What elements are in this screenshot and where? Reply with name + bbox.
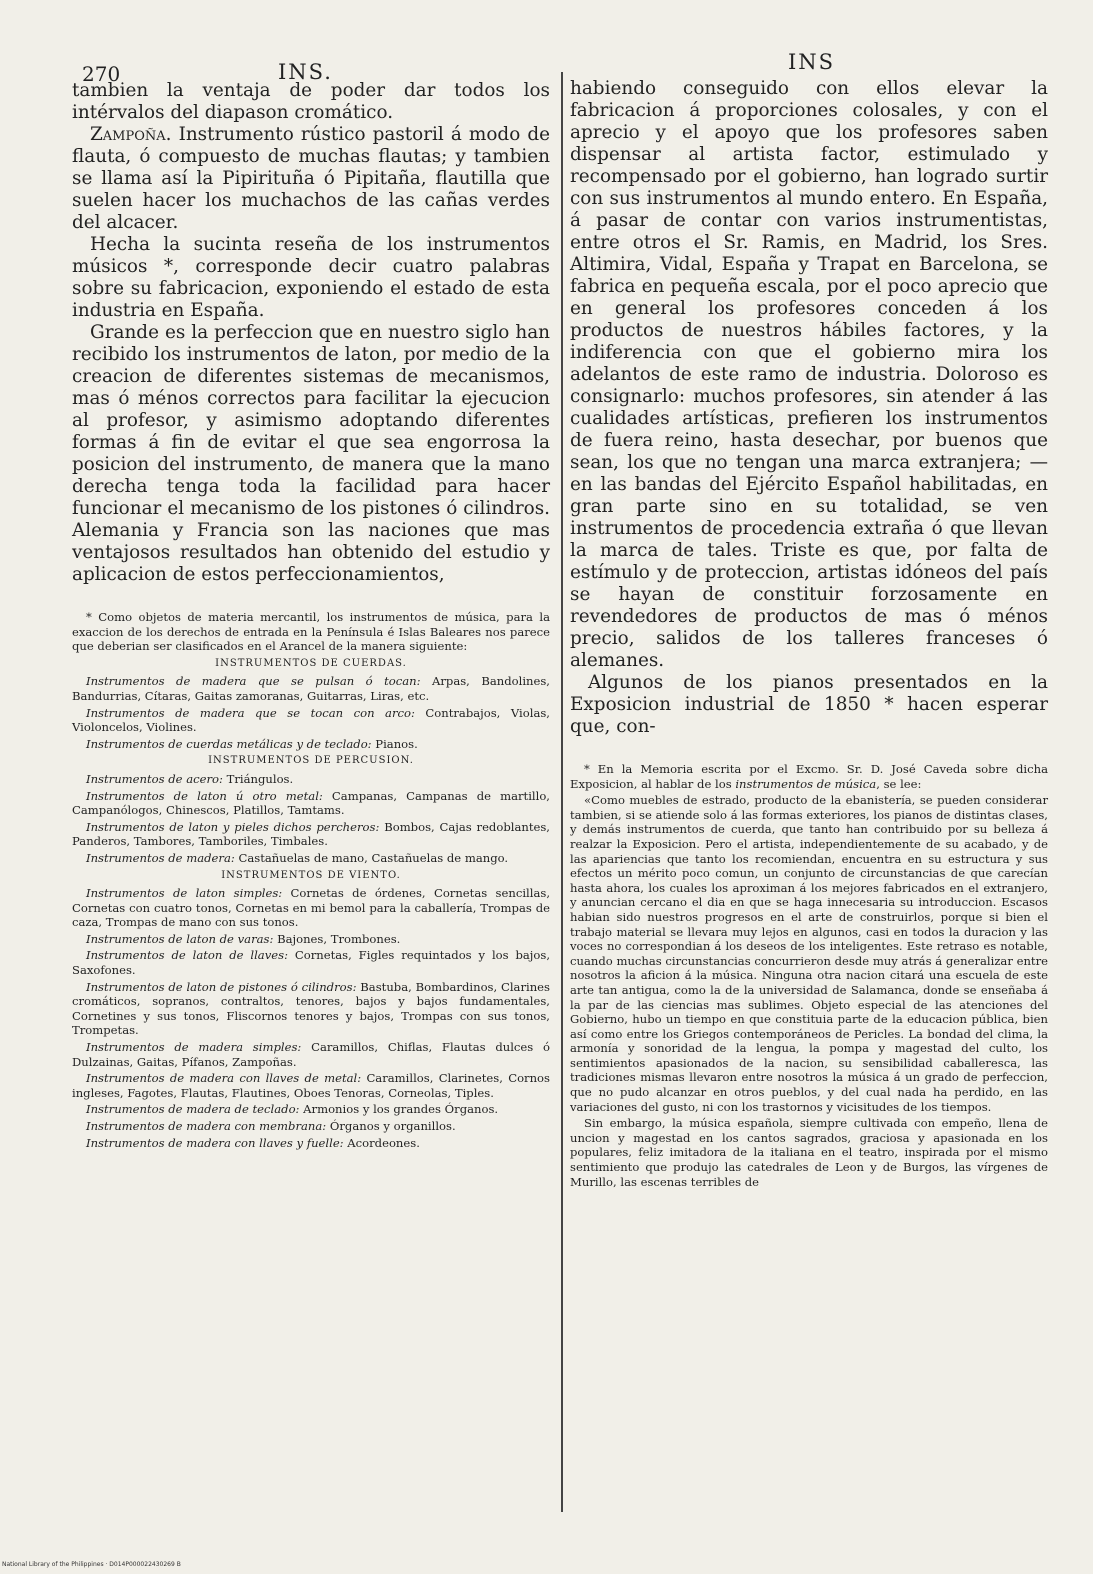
item-label: Instrumentos de laton simples: — [86, 886, 283, 901]
item-label: Instrumentos de laton de pistones ó cilindros: — [86, 979, 357, 994]
footnote-italic: instrumentos de música — [735, 776, 877, 791]
footnote-item — [72, 789, 550, 818]
item-text: Pianos. — [371, 736, 418, 751]
section-heading: INSTRUMENTOS DE PERCUSION. — [208, 755, 414, 767]
item-label: Instrumentos de laton de llaves: — [86, 948, 288, 963]
item-text: Cornetas, Figles requintados y los bajos, Saxofones. — [72, 948, 550, 978]
item-text: Bajones, Trombones. — [273, 931, 401, 946]
column-rule — [561, 72, 563, 1512]
item-label: Instrumentos de madera con llaves de metal: — [86, 1071, 362, 1086]
item-label: Instrumentos de laton ú otro metal: — [86, 788, 323, 803]
paragraph: habiendo conseguido con ellos elevar la fabricacion á proporciones colosales, y con el aprecio y el apoyo que los profesores saben dispensar al artista factor, estimulado y recompensado por el gobierno, han logrado surtir con sus instrumentos al mundo entero. En España, á pasar de contar con varios instrumentistas, entre otros el Sr. Ramis, en Madrid, los Sres. Altimira, Vidal, España y Trapat en Barcelona, se fabrica en pequeña escala, por el poco aprecio que en general los profesores conceden á los productos de nuestros hábiles factores, y la indiferencia con que el gobierno mira los adelantos de este ramo de industria. Doloroso es consignarlo: muchos profesores, sin atender á las cualidades artísticas, prefieren los instrumentos de fuera reino, hasta desechar, por buenos que sean, los que no tengan una marca extranjera; — en las bandas del Ejército Español habilitadas, en gran parte sino en su totalidad, se ven instrumentos de procedencia extraña ó que llevan la marca de tales. Triste es que, por falta de estímulo y de proteccion, artistas idóneos del país se hayan de constituir forzosamente en revendedores de productos de mas ó ménos precio, salidos de los talleres franceses ó alemanes. — [570, 78, 1048, 671]
footnote-intro — [570, 762, 1048, 791]
right-footnote — [570, 762, 1048, 1189]
item-label: Instrumentos de laton y pieles dichos percheros: — [86, 819, 380, 834]
paragraph: Hecha la sucinta reseña de los instrumentos músicos *, corresponde decir cuatro palabras sobre su fabricacion, exponiendo el estado de esta industria en España. — [72, 234, 550, 321]
item-text: Órganos y organillos. — [326, 1119, 456, 1133]
footnote-item — [72, 706, 550, 735]
footnote-item — [72, 932, 550, 947]
item-text: Contrabajos, Violas, Violoncelos, Violines. — [72, 705, 550, 735]
item-label: Instrumentos de cuerdas metálicas y de teclado: — [86, 736, 372, 751]
left-body — [72, 80, 550, 586]
item-text: Armonios y los grandes Órganos. — [299, 1102, 499, 1117]
item-text: Triángulos. — [222, 771, 294, 786]
item-text: Cornetas de órdenes, Cornetas sencillas, Cornetas con cuatro tonos, Cornetas en mi bemol para la caballería, Trompas de caza, Trompas de mano con sus tonos. — [72, 886, 550, 930]
paragraph: Grande es la perfeccion que en nuestro siglo han recibido los instrumentos de laton, por medio de la creacion de diferentes sistemas de mecanismos, mas ó ménos correctos para facilitar la ejecucion al profesor, y asimismo adoptando diferentes formas á fin de evitar el que sea engorrosa la posicion del instrumento, de manera que la mano derecha tenga toda la facilidad para hacer funcionar el mecanismo de los pistones ó cilindros. Alemania y Francia son las naciones que mas ventajosos resultados han obtenido del estudio y aplicacion de estos perfeccionamientos, — [72, 322, 550, 585]
quotation: «Como muebles de estrado, producto de la ebanistería, se pueden considerar tambien, si se atiende solo á las formas exteriores, los pianos de distintas clases, y demás instrumentos de cuerda, que tanto han contribuido por su belleza á realzar la Exposicion. Pero el artista, independientemente de su acabado, y de las apariencias que tanto los recomiendan, encuentra en su estructura y sus efectos un mérito poco comun, un conjunto de circunstancias de que carecían hasta ahora, los cuales los aproximan á los mejores fabricados en el extranjero, y anuncian cercano el dia en que se haga innecesaria su introduccion. Escasos habian sido nuestros progresos en el arte de construirlos, porque si bien el trabajo material se llevara muy lejos en algunos, casi en todos la duracion y las voces no correspondian á los deseos de los inteligentes. Este retraso es notable, cuando muchas circunstancias concurrieron desde muy atrás á generalizar entre nosotros la aficion á la música. Ninguna otra nacion citará una escuela de este arte tan antigua, como la de la universidad de Salamanca, donde se enseñaba á la par de las ciencias mas sublimes. Objeto especial de las atenciones del Gobierno, hubo un tiempo en que constituia parte de la educacion pública, bien así como entre los Griegos contemporáneos de Pericles. La bondad del clima, la armonía y sonoridad de la lengua, la pompa y magestad del culto, los sentimientos apasionados de la nacion, su sensibilidad caballeresca, las tradiciones mismas llevaron entre nosotros la música á un grado de perfeccion, que no pudo alcanzar en otros pueblos, y del cual nada ha perdido, en las variaciones del gusto, ni con los trastornos y vicisitudes de los tiempos. — [570, 793, 1048, 1114]
item-text: Castañuelas de mano, Castañuelas de mango. — [234, 850, 509, 865]
entry-head: Zampoña. — [90, 124, 172, 145]
item-label: Instrumentos de madera con llaves y fuelle: — [86, 1135, 344, 1150]
paragraph-zampona — [72, 124, 550, 234]
footnote-text: * En la Memoria escrita por el Excmo. Sr. D. José Caveda sobre dicha Exposicion, al hablar de los — [570, 762, 1048, 791]
footnote-item — [72, 1136, 550, 1151]
item-text: Acordeones. — [343, 1135, 420, 1150]
footnote-item — [72, 1119, 550, 1134]
quotation: Sin embargo, la música española, siempre cultivada con empeño, llena de uncion y magestad en los cantos sagrados, graciosa y apasionada en los populares, feliz imitadora de la italiana en el teatro, inspirada por el mismo sentimiento que produjo las catedrales de Leon y de Burgos, las vírgenes de Murillo, las escenas terribles de — [570, 1116, 1048, 1189]
library-credit: National Library of the Philippines · D014P000022430269 B — [2, 1561, 181, 1568]
item-text: Campanas, Campanas de martillo, Campanólogos, Chinescos, Platillos, Tamtams. — [72, 788, 550, 818]
left-footnote — [72, 610, 550, 1150]
item-text: Bombos, Cajas redoblantes, Panderos, Tambores, Tamboriles, Timbales. — [72, 819, 550, 849]
footnote-gap — [72, 586, 550, 610]
footnote-item — [72, 1071, 550, 1100]
footnote-item — [72, 737, 550, 752]
running-head-left: INS. — [278, 60, 333, 84]
page-number: 270 — [82, 62, 121, 86]
item-label: Instrumentos de madera que se pulsan ó tocan: — [86, 674, 421, 689]
item-label: Instrumentos de madera simples: — [86, 1040, 302, 1055]
item-text: Arpas, Bandolines, Bandurrias, Cítaras, Gaitas zamoranas, Guitarras, Liras, etc. — [72, 674, 550, 703]
footnote-intro: * Como objetos de materia mercantil, los instrumentos de música, para la exaccion de los derechos de entrada en la Península é Islas Baleares nos parece que deberian ser clasificados en el Arancel de la manera siguiente: — [72, 610, 550, 654]
footnote-gap — [570, 738, 1048, 762]
footnote-item — [72, 674, 550, 703]
paragraph: Algunos de los pianos presentados en la Exposicion industrial de 1850 * hacen esperar que, con- — [570, 672, 1048, 737]
item-label: Instrumentos de acero: — [86, 771, 223, 786]
item-text: Bastuba, Bombardinos, Clarines cromáticos, sopranos, contraltos, tenores, bajos y bajos fundamentales, Cornetines y sus tonos, Fliscornos tenores y bajos, Trompas con sus tonos, Trompetas. — [72, 979, 550, 1038]
footnote-item — [72, 772, 550, 787]
entry-text: Instrumento rústico pastoril á modo de flauta, ó compuesto de muchas flautas; y tambien se llama así la Pipirituña ó Pipitaña, flautilla que suelen hacer los muchachos de las cañas verdes del alcacer. — [72, 124, 550, 233]
footnote-item — [72, 820, 550, 849]
item-label: Instrumentos de madera con membrana: — [86, 1119, 327, 1133]
left-column — [72, 80, 550, 1152]
item-text: Caramillos, Clarinetes, Cornos ingleses, Fagotes, Flautas, Flautines, Oboes Tenoras, Corneolas, Tiples. — [72, 1071, 550, 1100]
section-heading: INSTRUMENTOS DE CUERDAS. — [215, 657, 407, 669]
item-label: Instrumentos de madera de teclado: — [86, 1102, 300, 1117]
paragraph: tambien la ventaja de poder dar todos los intérvalos del diapason cromático. — [72, 80, 550, 123]
footnote-item — [72, 851, 550, 866]
footnote-item — [72, 1040, 550, 1069]
footnote-text: , se lee: — [876, 776, 922, 791]
item-label: Instrumentos de laton de varas: — [86, 931, 274, 946]
footnote-item — [72, 980, 550, 1038]
item-text: Caramillos, Chiflas, Flautas dulces ó Dulzainas, Gaitas, Pífanos, Zampoñas. — [72, 1040, 550, 1069]
section-heading: INSTRUMENTOS DE VIENTO. — [221, 869, 401, 881]
footnote-item — [72, 886, 550, 930]
footnote-item — [72, 1102, 550, 1117]
footnote-item — [72, 948, 550, 977]
item-label: Instrumentos de madera: — [86, 850, 235, 865]
right-column — [570, 78, 1048, 1191]
running-head-right: INS — [788, 50, 836, 74]
item-label: Instrumentos de madera que se tocan con arco: — [86, 705, 415, 720]
right-body — [570, 78, 1048, 738]
